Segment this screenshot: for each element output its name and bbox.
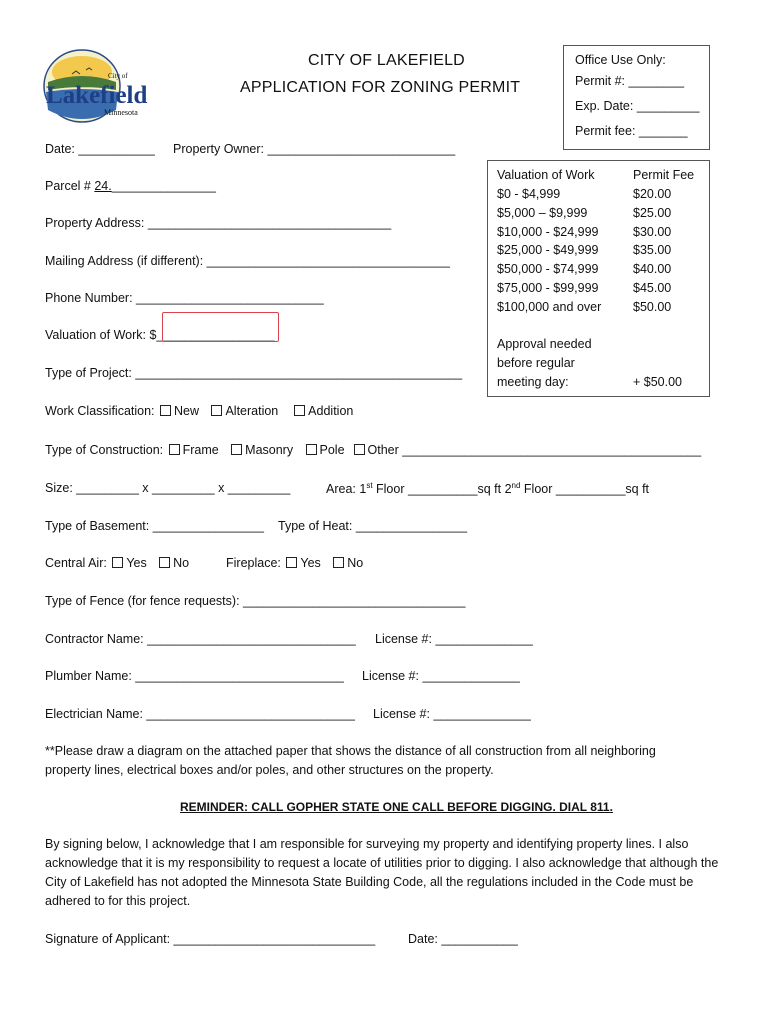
area-text-c: Floor __________sq ft: [520, 482, 650, 497]
office-use-label: Office Use Only:: [575, 53, 666, 67]
pole-label: Pole: [319, 443, 345, 457]
mailing-address-field[interactable]: Mailing Address (if different): ___________________________________: [45, 254, 450, 268]
parcel-label: Parcel #: [45, 179, 95, 193]
logo-state: Minnesota: [104, 108, 138, 117]
fireplace-yes-checkbox[interactable]: [286, 557, 297, 568]
fee-row-valuation: $5,000 – $9,999: [497, 205, 588, 220]
acknowledgement-text: By signing below, I acknowledge that I am responsible for surveying my property and identifying property lines. I also acknowledge that it is my responsibility to request a locate of utilities prior to digging. I also acknowledge that although the City of Lakefield has not adopted the Minnesota State Building Code, all the regulations included in the Code must be adhered to for this project.: [45, 837, 719, 908]
fee-row-amount: $50.00: [633, 299, 672, 314]
plumber-license-field[interactable]: License #: ______________: [362, 669, 520, 683]
type-of-project-field[interactable]: Type of Project: _______________________________________________: [45, 366, 463, 380]
valuation-value: $_________________: [149, 328, 275, 342]
central-air-no-label: No: [173, 556, 190, 570]
phone-number-field[interactable]: Phone Number: ___________________________: [45, 291, 324, 305]
approval-line-1: Approval needed: [497, 337, 592, 351]
property-address-field[interactable]: Property Address: ___________________________________: [45, 216, 392, 230]
approval-fee: + $50.00: [633, 375, 683, 389]
new-label: New: [174, 404, 200, 418]
logo-name: Lakefield: [46, 82, 148, 109]
fee-row-valuation: $0 - $4,999: [497, 187, 561, 201]
fireplace-no-checkbox[interactable]: [333, 557, 344, 568]
new-checkbox[interactable]: [160, 405, 171, 416]
area-text-a: Area: 1: [326, 482, 367, 497]
alteration-checkbox[interactable]: [211, 405, 222, 416]
construction-row: [45, 443, 701, 457]
fireplace-label: Fireplace:: [226, 556, 281, 570]
central-air-yes-label: Yes: [126, 556, 147, 570]
frame-label: Frame: [182, 443, 219, 457]
parcel-value: 24.: [94, 179, 112, 193]
signature-field[interactable]: Signature of Applicant: _____________________________: [45, 932, 376, 946]
central-air-row: [45, 556, 189, 570]
basement-field[interactable]: Type of Basement: ________________: [45, 519, 264, 533]
frame-checkbox[interactable]: [169, 444, 180, 455]
fee-row-amount: $40.00: [633, 262, 672, 277]
parcel-field[interactable]: [45, 179, 216, 193]
fee-row-valuation: $75,000 - $99,999: [497, 281, 599, 295]
fence-field[interactable]: Type of Fence (for fence requests): ________________________________: [45, 594, 466, 608]
fee-row-amount: $30.00: [633, 224, 672, 239]
signature-date-field[interactable]: Date: ___________: [408, 932, 518, 946]
fee-row-valuation: $10,000 - $24,999: [497, 224, 599, 239]
fee-header-permit: Permit Fee: [633, 168, 695, 182]
size-field[interactable]: Size: _________ x _________ x _________: [45, 481, 291, 495]
fireplace-no-label: No: [347, 556, 364, 570]
fee-row-amount: $35.00: [633, 243, 672, 258]
fee-header-valuation: Valuation of Work: [497, 168, 595, 182]
parcel-blank: _______________: [111, 179, 217, 193]
fee-row-valuation: $25,000 - $49,999: [497, 243, 599, 258]
work-classification-label: Work Classification:: [45, 404, 155, 418]
fireplace-row: [226, 556, 363, 570]
fireplace-yes-label: Yes: [300, 556, 321, 570]
contractor-name-field[interactable]: Contractor Name: ______________________________: [45, 632, 356, 646]
city-logo: [42, 44, 146, 124]
fee-row-amount: $25.00: [633, 205, 672, 220]
valuation-input[interactable]: [162, 312, 279, 342]
central-air-yes-checkbox[interactable]: [112, 557, 123, 568]
page-subtitle: APPLICATION FOR ZONING PERMIT: [240, 79, 521, 96]
area-sup-1: st: [366, 481, 373, 490]
fee-row-amount: $45.00: [633, 281, 672, 295]
electrician-name-field[interactable]: Electrician Name: ______________________________: [45, 707, 355, 721]
approval-line-3: meeting day:: [497, 375, 569, 389]
logo-city-of: City of: [108, 72, 128, 80]
page-title: CITY OF LAKEFIELD: [308, 52, 465, 69]
fee-row-valuation: $100,000 and over: [497, 299, 602, 314]
area-text-b: Floor __________sq ft 2: [372, 482, 512, 497]
valuation-label: Valuation of Work:: [45, 328, 150, 342]
alteration-label: Alteration: [225, 404, 279, 418]
central-air-label: Central Air:: [45, 556, 107, 570]
heat-field[interactable]: Type of Heat: ________________: [278, 519, 468, 533]
contractor-license-field[interactable]: License #: ______________: [375, 632, 533, 646]
plumber-name-field[interactable]: Plumber Name: ______________________________: [45, 669, 344, 683]
approval-line-2: before regular: [497, 356, 575, 370]
other-checkbox[interactable]: [354, 444, 365, 455]
work-classification-row: [45, 404, 353, 418]
date-field[interactable]: Date: ___________: [45, 142, 155, 156]
construction-label: Type of Construction:: [45, 443, 164, 457]
central-air-no-checkbox[interactable]: [159, 557, 170, 568]
electrician-license-field[interactable]: License #: ______________: [373, 707, 531, 721]
diagram-note: **Please draw a diagram on the attached paper that shows the distance of all construction from all neighboring property lines, electrical boxes and/or poles, and other structures on the property.: [45, 744, 656, 777]
masonry-label: Masonry: [245, 443, 294, 457]
addition-checkbox[interactable]: [294, 405, 305, 416]
pole-checkbox[interactable]: [306, 444, 317, 455]
fee-row-valuation: $50,000 - $74,999: [497, 262, 599, 277]
fee-row-amount: $20.00: [633, 187, 672, 201]
other-field[interactable]: Other ___________________________________________: [367, 443, 702, 457]
property-owner-field[interactable]: Property Owner: ___________________________: [173, 142, 456, 156]
office-permit-field[interactable]: Permit #: ________: [575, 74, 685, 88]
office-fee-field[interactable]: Permit fee: _______: [575, 124, 688, 138]
area-field[interactable]: [326, 481, 649, 496]
area-sup-2: nd: [511, 481, 521, 490]
reminder-text: REMINDER: CALL GOPHER STATE ONE CALL BEFORE DIGGING. DIAL 811.: [180, 800, 613, 814]
masonry-checkbox[interactable]: [231, 444, 242, 455]
addition-label: Addition: [308, 404, 354, 418]
office-exp-field[interactable]: Exp. Date: _________: [575, 99, 700, 113]
